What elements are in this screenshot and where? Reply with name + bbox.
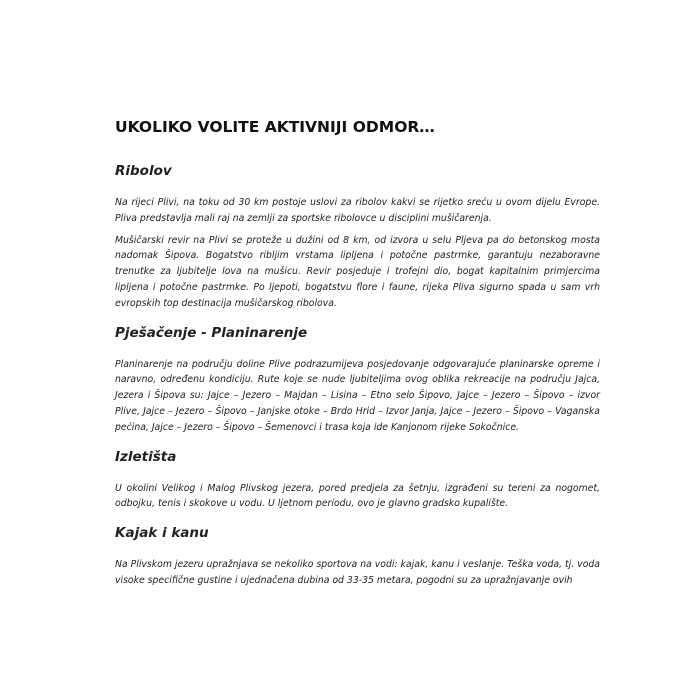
section-heading: Kajak i kanu: [115, 525, 209, 542]
section-heading: Ribolov: [115, 163, 172, 179]
section-heading: Izletišta: [115, 448, 177, 465]
paragraph: Mušičarski revir na Plivi se proteže u dužini od 8 km, od izvora u selu Pljeva pa do betonskog mosta nadomak Šipova. Bogatstvo ribljim vrstama lipljena i potočne pastrmke, garantuju nezaboravne trenutke za ljubitelje lova na mušicu. Revir posjeduje i trofejni dio, bogat kapitalnim primjercima lipljena i potočne pastrmke. Po ljepoti, bogatstvu flore i faune, rijeka Pliva sigurno spada u sam vrh evropskih top destinacija mušičarskog ribolova.: [115, 234, 600, 309]
section-heading: Pješačenje - Planinarenje: [115, 324, 308, 341]
document-page: [115, 118, 600, 602]
paragraph: Na rijeci Plivi, na toku od 30 km postoje uslovi za ribolov kakvi se rijetko sreću u ovom dijelu Evrope. Pliva predstavlja mali raj na zemlji za sportske ribolovce u disciplini mušičarenja.: [115, 197, 600, 224]
section-ribolov: [115, 163, 600, 312]
paragraph: Planinarenje na području doline Plive podrazumijeva posjedovanje odgovarajuće planinarske opreme i naravno, određenu kondiciju. Rute koje se nude ljubiteljima ovog oblika rekreacije na području Jajca, Jezera i Šipova su: Jajce – Jezero – Majdan – Lisina – Etno selo Šipovo, Jajce – Jezero – Šipovo – izvor Plive, Jajce – Jezero – Šipovo – Janjske otoke – Brdo Hrid – Izvor Janja, Jajce – Jezero – Šipovo – Vaganska pećina, Jajce – Jezero – Šipovo – Šemenovci i trasa koja ide Kanjonom rijeke Sokočnice.: [115, 358, 600, 433]
page-title: UKOLIKO VOLITE AKTIVNIJI ODMOR…: [115, 118, 435, 136]
paragraph: Na Plivskom jezeru upražnjava se nekoliko sportova na vodi: kajak, kanu i veslanje. Teška voda, tj. voda visoke specifične gustine i ujednačena dubina od 33-35 metara, pogodni su za upražnjavanje ovih: [115, 559, 600, 586]
section-izletista: [115, 449, 600, 513]
section-pjesacenje: [115, 325, 600, 436]
paragraph: U okolini Velikog i Malog Plivskog jezera, pored predjela za šetnju, izgrađeni su tereni za nogomet, odbojku, tenis i skokove u vodu. U ljetnom periodu, ovo je glavno gradsko kupalište.: [115, 482, 600, 510]
section-kajak-kanu: [115, 525, 600, 589]
